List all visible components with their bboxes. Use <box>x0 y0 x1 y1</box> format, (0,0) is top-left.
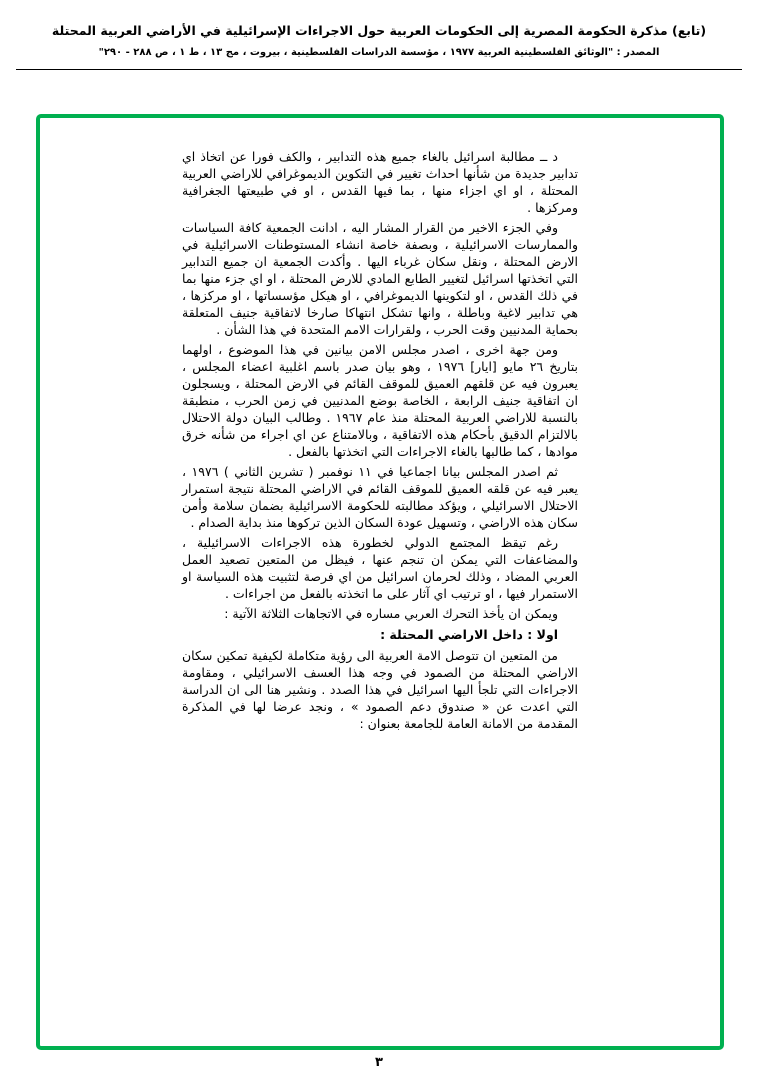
document-header <box>0 0 758 58</box>
paragraph-assembly-resolution: وفي الجزء الاخير من القرار المشار اليه ، ادانت الجمعية كافة السياسات والممارسات الاسرائيلية ، وبصفة خاصة انشاء المستوطنات الاسرائيلية في الارض المحتلة ، ونقل سكان غرباء اليها . وأكدت الجمعية ان جميع التدابير التي اتخذتها اسرائيل لتغيير الطابع المادي للارض المحتلة ، او اي جزء منها بما في ذلك القدس ، او لتكوينها الديموغرافي ، او هيكل مؤسساتها ، او مركزها ، هي تدابير لاغية وباطلة ، وانها تشكل انتهاكا صارخا لاتفاقية جنيف المتعلقة بحماية المدنيين وقت الحرب ، ولقرارات الامم المتحدة في هذا الشأن . <box>182 220 578 337</box>
body-text-column <box>182 148 578 732</box>
paragraph-arab-counteraction: رغم تيقظ المجتمع الدولي لخطورة هذه الاجراءات الاسرائيلية ، والمضاعفات التي يمكن ان تنجم عنها ، فيظل من المتعين تصعيد العمل العربي المضاد ، وذلك لحرمان اسرائيل من اي فرصة لتثبيت هذه السياسة او الاستمرار فيها ، او ترتيب اي آثار على ما اتخذته بالفعل من اجراءات . <box>182 535 578 601</box>
paragraph-security-council-statement-2: ثم اصدر المجلس بيانا اجماعيا في ١١ نوفمبر ( تشرين الثاني ) ١٩٧٦ ، يعبر فيه عن قلقه العميق للموقف القائم في الاراضي المحتلة نتيجة استمرار الاحتلال الاسرائيلي ، ويؤكد مطالبته للحكومة الاسرائيلية بضمان سلامة وأمن سكان هذه الاراضي ، وتسهيل عودة السكان الذين تركوها منذ بداية الصدام . <box>182 464 578 530</box>
paragraph-security-council-statement-1: ومن جهة اخرى ، اصدر مجلس الامن بيانين في هذا الموضوع ، اولهما بتاريخ ٢٦ مايو [ايار] ١٩٧٦ ، وهو بيان صدر باسم اغلبية اعضاء المجلس ، يعبرون فيه عن قلقهم العميق للموقف القائم في الارض المحتلة ، ويسجلون ان اتفاقية جنيف الرابعة ، الخاصة بوضع المدنيين في زمن الحرب ، منطبقة بالنسبة للاراضي العربية المحتلة منذ عام ١٩٦٧ . وطالب البيان دولة الاحتلال بالالتزام الدقيق بأحكام هذه الاتفاقية ، وبالامتناع عن اي اجراء من شأنه خرق موادها ، كما طالبها بالغاء الاجراءات التي اتخذتها بالفعل . <box>182 342 578 459</box>
header-divider <box>16 69 742 70</box>
content-frame <box>36 114 724 1050</box>
paragraph-clause-d: د ــ مطالبة اسرائيل بالغاء جميع هذه التدابير ، والكف فورا عن اتخاذ اي تدابير جديدة من شأنها احداث تغيير في التكوين الديموغرافي للاراضي العربية المحتلة ، او اي اجزاء منها ، بما فيها القدس ، او في طبيعتها الجغرافية ومركزها . <box>182 149 578 215</box>
document-title: (تابع) مذكرة الحكومة المصرية إلى الحكومات العربية حول الاجراءات الإسرائيلية في الأراضي العربية المحتلة <box>51 23 707 38</box>
paragraph-steadfastness-fund: من المتعين ان تتوصل الامة العربية الى رؤية متكاملة لكيفية تمكين سكان الاراضي المحتلة من الصمود في وجه هذا العسف الاسرائيلي ، ومقاومة الاجراءات التي تلجأ اليها اسرائيل في هذا الصدد . ونشير هنا الى ان الدراسة التي اعدت عن « صندوق دعم الصمود » ، ونجد عرضا لها في المذكرة المقدمة من الامانة العامة للجامعة بعنوان : <box>182 648 578 731</box>
page-number: ٣ <box>375 1055 383 1070</box>
section-heading-first: اولا : داخل الاراضي المحتلة : <box>380 627 558 642</box>
paragraph-three-directions-leadin: ويمكن ان يأخذ التحرك العربي مساره في الاتجاهات الثلاثة الآتية : <box>224 606 558 621</box>
source-citation: المصدر : "الوثائق الفلسطينية العربية ١٩٧٧ ، مؤسسة الدراسات الفلسطينية ، بيروت ، مج ١٣ ، ط ١ ، ص ٢٨٨ - ٢٩٠" <box>98 46 660 58</box>
